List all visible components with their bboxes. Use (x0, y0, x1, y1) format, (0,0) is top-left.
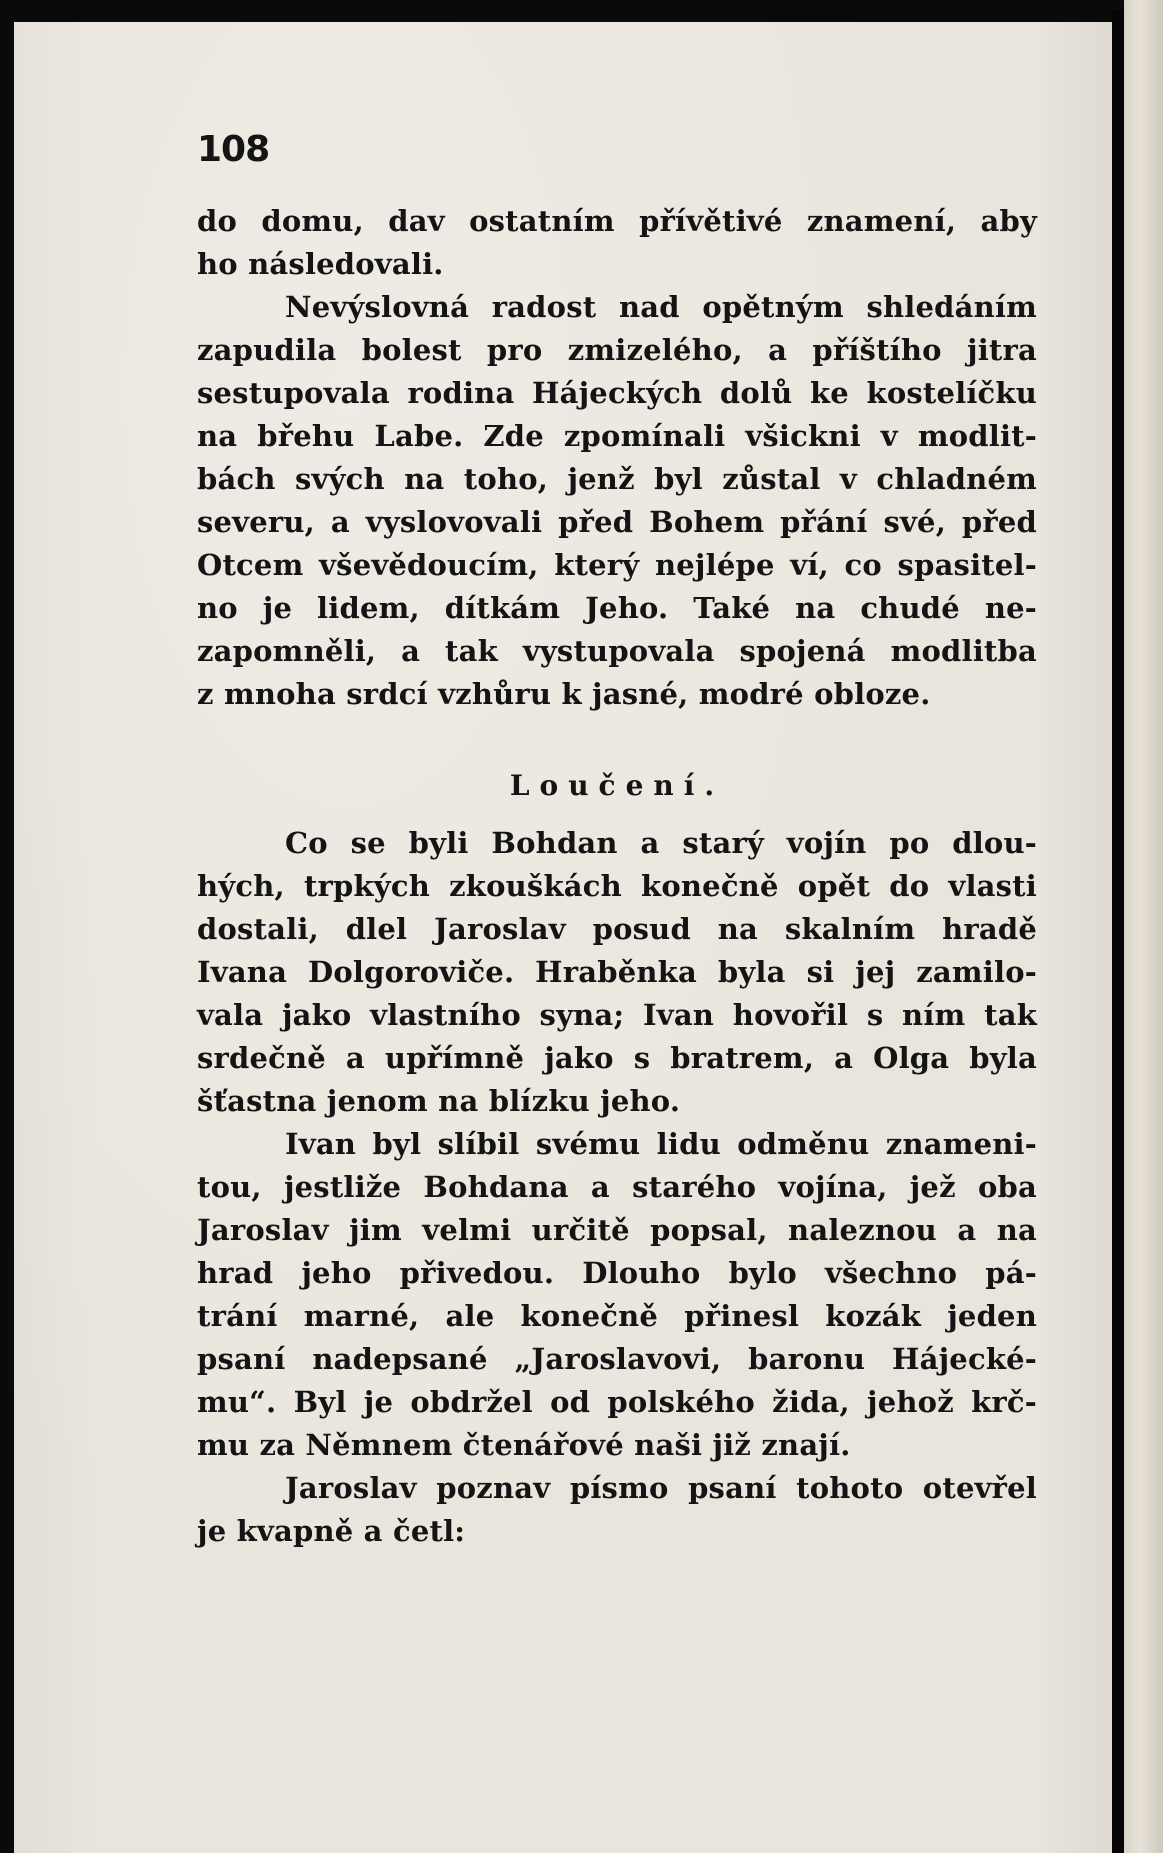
text-line: šťastna jenom na blízku jeho. (197, 1084, 681, 1118)
text-line: Otcem vševědoucím, který nejlépe ví, co spasitel- (197, 548, 1037, 582)
page-number: 108 (197, 129, 270, 170)
text-line: mu za Němnem čtenářové naši již znají. (197, 1428, 851, 1462)
text-line: Jaroslav poznav písmo psaní tohoto otevřel (285, 1471, 1037, 1505)
text-line: ho následovali. (197, 247, 444, 281)
paragraph (197, 1123, 1037, 1467)
text-line: bách svých na toho, jenž byl zůstal v chladném (197, 462, 1037, 496)
text-line: srdečně a upřímně jako s bratrem, a Olga byla (197, 1041, 1037, 1075)
text-line: hých, trpkých zkouškách konečně opět do vlasti (197, 869, 1037, 903)
text-line: tou, jestliže Bohdana a starého vojína, jež oba (197, 1170, 1037, 1204)
text-line: hrad jeho přivedou. Dlouho bylo všechno pá- (197, 1256, 1037, 1290)
text-line: Jaroslav jim velmi určitě popsal, naleznou a na (197, 1213, 1037, 1247)
text-line: sestupovala rodina Hájeckých dolů ke kostelíčku (197, 376, 1037, 410)
paragraph (197, 286, 1037, 716)
text-line: na břehu Labe. Zde zpomínali všickni v modlit- (197, 419, 1037, 453)
text-line: mu“. Byl je obdržel od polského žida, jehož krč- (197, 1385, 1037, 1419)
paragraph (197, 200, 1037, 286)
text-line: je kvapně a četl: (197, 1514, 466, 1548)
paragraph (197, 1467, 1037, 1553)
book-gutter (1124, 0, 1163, 1853)
text-line: z mnoha srdcí vzhůru k jasné, modré obloze. (197, 677, 931, 711)
text-line: Nevýslovná radost nad opětným shledáním (285, 290, 1037, 324)
text-line: no je lidem, dítkám Jeho. Také na chudé ne- (197, 591, 1037, 625)
text-line: Ivan byl slíbil svému lidu odměnu znameni- (285, 1127, 1037, 1161)
text-line: zapudila bolest pro zmizelého, a příštího jitra (197, 333, 1037, 367)
text-line: severu, a vyslovovali před Bohem přání své, před (197, 505, 1037, 539)
text-line: zapomněli, a tak vystupovala spojená modlitba (197, 634, 1037, 668)
paragraph (197, 822, 1037, 1123)
text-line: Ivana Dolgoroviče. Hraběnka byla si jej zamilo- (197, 955, 1037, 989)
text-line: psaní nadepsané „Jaroslavovi, baronu Hájecké- (197, 1342, 1037, 1376)
text-line: vala jako vlastního syna; Ivan hovořil s ním tak (197, 998, 1037, 1032)
text-line: dostali, dlel Jaroslav posud na skalním hradě (197, 912, 1037, 946)
section-heading: Loučení. (509, 769, 725, 802)
text-line: do domu, dav ostatním přívětivé znamení, aby (197, 204, 1037, 238)
text-line: trání marné, ale konečně přinesl kozák jeden (197, 1299, 1037, 1333)
text-block (197, 130, 1037, 1553)
text-line: Co se byli Bohdan a starý vojín po dlou- (285, 826, 1037, 860)
